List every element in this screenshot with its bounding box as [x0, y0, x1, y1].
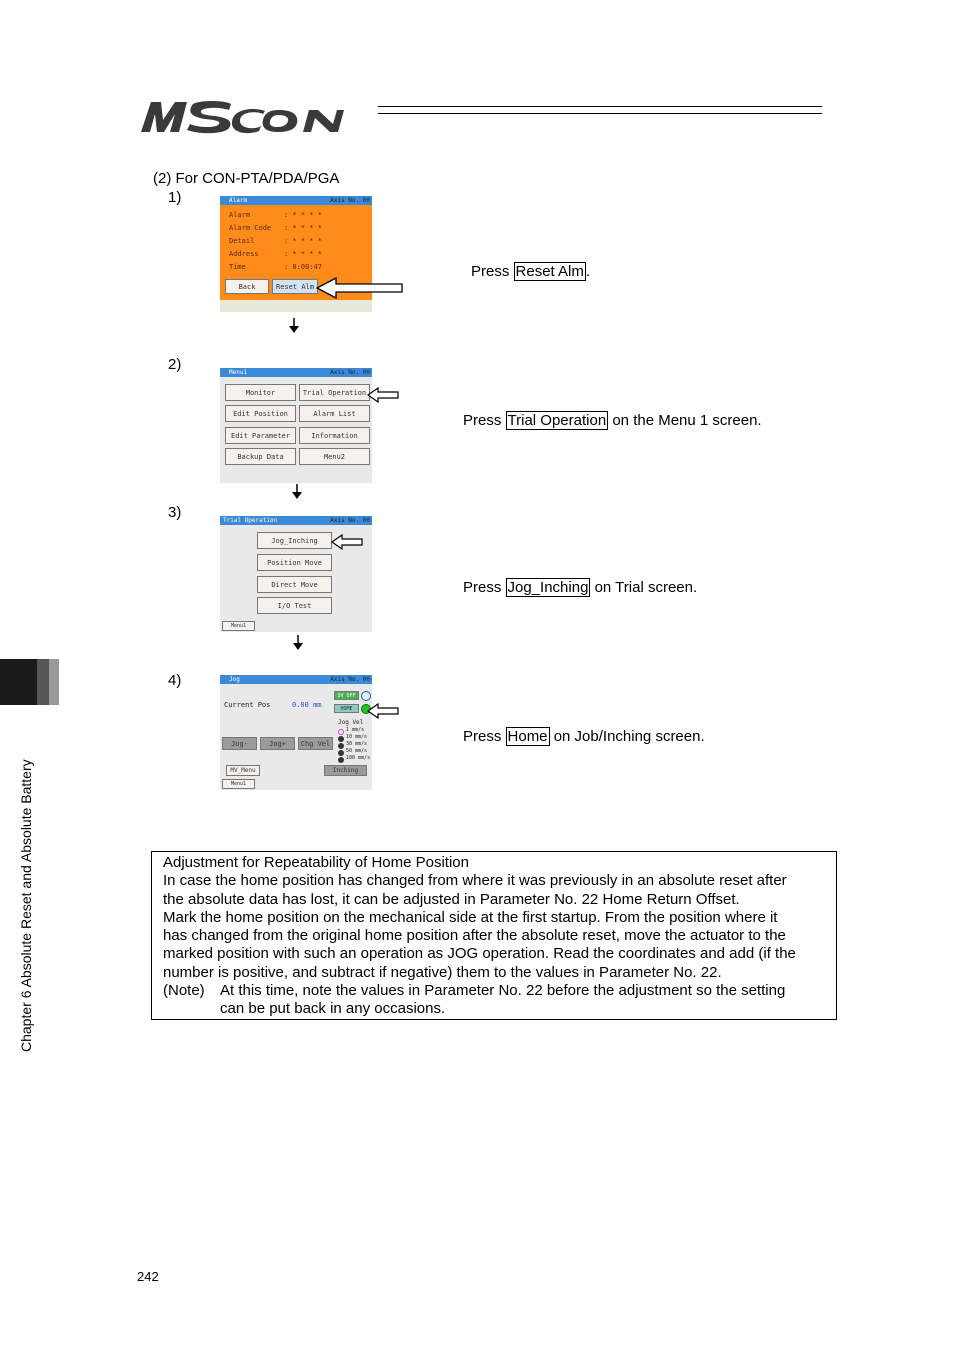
- header-rule-top: [378, 106, 822, 107]
- screen-title: Trial Operation: [220, 516, 372, 525]
- home-button[interactable]: HOME: [334, 704, 359, 713]
- axis-number: Axis No. 00: [330, 197, 370, 204]
- menu1-button[interactable]: Menu1: [222, 779, 255, 789]
- current-pos-label: Current Pos: [224, 701, 271, 709]
- radio-icon[interactable]: [338, 729, 344, 735]
- down-arrow-icon: [292, 635, 304, 651]
- screen-title: Menu1: [220, 368, 372, 377]
- chapter-tab-shade: [49, 659, 59, 705]
- axis-number: Axis No. 00: [330, 517, 370, 524]
- radio-icon[interactable]: [338, 750, 344, 756]
- step-number: 4): [168, 672, 182, 689]
- section-title: (2) For CON-PTA/PDA/PGA: [153, 170, 340, 187]
- key-label: Home: [507, 728, 548, 745]
- jog-plus-button[interactable]: Jog+: [260, 737, 295, 750]
- alarm-row-value: : 0:00:47: [284, 263, 322, 271]
- pointer-arrow-icon: [367, 387, 399, 403]
- svg-text:MSCON: MSCON: [137, 96, 141, 97]
- step-4-instruction: Press Home on Job/Inching screen.: [463, 728, 705, 745]
- note-label: (Note): [163, 982, 205, 1000]
- io-test-button[interactable]: I/O Test: [257, 597, 332, 614]
- step-number: 3): [168, 504, 182, 521]
- alarm-row-label: Alarm Code: [229, 224, 272, 232]
- mscon-logo: [137, 96, 369, 138]
- menu-button-alarm-list[interactable]: Alarm List: [299, 405, 370, 422]
- chapter-tab: [0, 659, 37, 705]
- reset-alm-button[interactable]: Reset Alm: [272, 279, 318, 294]
- note-box: [151, 851, 837, 1020]
- note-line: number is positive, and subtract if negative) them to the values in Parameter No. 22.: [163, 963, 722, 981]
- down-arrow-icon: [288, 318, 300, 334]
- screen-title: Jog: [220, 675, 372, 684]
- chg-vel-button[interactable]: Chg Vel: [298, 737, 333, 750]
- page-number: 242: [137, 1269, 159, 1284]
- key-label: Trial Operation: [507, 412, 607, 429]
- jog-vel-label: Jog Vel: [338, 719, 364, 726]
- note-line: In case the home position has changed from where it was previously in an absolute reset after: [163, 872, 787, 890]
- step-1-instruction: Press Reset Alm .: [471, 263, 591, 280]
- servo-status-indicator: [361, 691, 371, 701]
- menu-button-backup-data[interactable]: Backup Data: [225, 448, 296, 465]
- position-move-button[interactable]: Position Move: [257, 554, 332, 571]
- note-title: Adjustment for Repeatability of Home Position: [163, 854, 469, 871]
- note-line: the absolute data has lost, it can be adjusted in Parameter No. 22 Home Return Offset.: [163, 890, 740, 908]
- current-pos-value: 0.00 mm: [292, 701, 322, 709]
- radio-icon[interactable]: [338, 757, 344, 763]
- step-2-instruction: Press Trial Operation on the Menu 1 screen.: [463, 412, 762, 429]
- note-line: Mark the home position on the mechanical side at the first startup. From the position where it: [163, 908, 778, 926]
- radio-icon[interactable]: [338, 743, 344, 749]
- menu1-screen: [220, 368, 372, 483]
- note-line: At this time, note the values in Parameter No. 22 before the adjustment so the setting: [220, 982, 786, 1000]
- radio-icon[interactable]: [338, 736, 344, 742]
- pointer-arrow-icon: [316, 277, 404, 299]
- chapter-tab-shade: [37, 659, 49, 705]
- step-3-instruction: Press Jog_Inching on Trial screen.: [463, 579, 698, 596]
- menu-button-information[interactable]: Information: [299, 427, 370, 444]
- alarm-row-label: Detail: [229, 237, 255, 245]
- step-number: 2): [168, 356, 182, 373]
- note-remark: [163, 982, 836, 1000]
- note-remark: [163, 1000, 836, 1018]
- chapter-side-label: Chapter 6 Absolute Reset and Absolute Battery: [18, 759, 34, 1052]
- menu-button-edit-parameter[interactable]: Edit Parameter: [225, 427, 296, 444]
- step-number: 1): [168, 189, 182, 206]
- menu-button-edit-position[interactable]: Edit Position: [225, 405, 296, 422]
- axis-number: Axis No. 00: [330, 369, 370, 376]
- note-line: has changed from the original home position after the absolute reset, move the actuator to the: [163, 927, 786, 945]
- alarm-row-value: : * * * *: [284, 224, 322, 232]
- jog-minus-button[interactable]: Jog-: [222, 737, 257, 750]
- alarm-row-label: Time: [229, 263, 246, 271]
- screen-title: Alarm: [220, 196, 372, 205]
- back-button[interactable]: Back: [225, 279, 269, 294]
- mv-menu-button[interactable]: MV_Menu: [226, 765, 260, 776]
- key-label: Jog_Inching: [507, 579, 589, 596]
- menu-button-monitor[interactable]: Monitor: [225, 384, 296, 401]
- jog-screen: [220, 675, 372, 790]
- jog-vel-option: 1 mm/s: [346, 727, 365, 733]
- menu1-button[interactable]: Menu1: [222, 621, 255, 631]
- alarm-row-label: Address: [229, 250, 259, 258]
- alarm-row-value: : * * * *: [284, 237, 322, 245]
- jog-vel-option: 30 mm/s: [346, 741, 368, 747]
- pointer-arrow-icon: [367, 703, 399, 719]
- sv-off-button[interactable]: SV OFF: [334, 691, 359, 700]
- screen-status-bar: [220, 300, 372, 312]
- direct-move-button[interactable]: Direct Move: [257, 576, 332, 593]
- jog-vel-option: 50 mm/s: [346, 748, 368, 754]
- alarm-row-label: Alarm: [229, 211, 251, 219]
- axis-number: Axis No. 00: [330, 676, 370, 683]
- header-rule-bottom: [378, 113, 822, 114]
- jog-inching-button[interactable]: Jog_Inching: [257, 532, 332, 549]
- alarm-row-value: : * * * *: [284, 250, 322, 258]
- note-line: can be put back in any occasions.: [220, 1000, 446, 1018]
- jog-vel-option: 100 mm/s: [346, 755, 371, 761]
- pointer-arrow-icon: [331, 534, 363, 550]
- note-line: marked position with such an operation as JOG operation. Read the coordinates and add (if the: [163, 945, 796, 963]
- jog-vel-option: 10 mm/s: [346, 734, 368, 740]
- alarm-row-value: : * * * *: [284, 211, 322, 219]
- inching-button[interactable]: Inching: [324, 765, 367, 776]
- down-arrow-icon: [291, 484, 303, 500]
- menu-button-trial-operation[interactable]: Trial Operation: [299, 384, 370, 401]
- menu-button-menu2[interactable]: Menu2: [299, 448, 370, 465]
- key-label: Reset Alm: [515, 263, 584, 280]
